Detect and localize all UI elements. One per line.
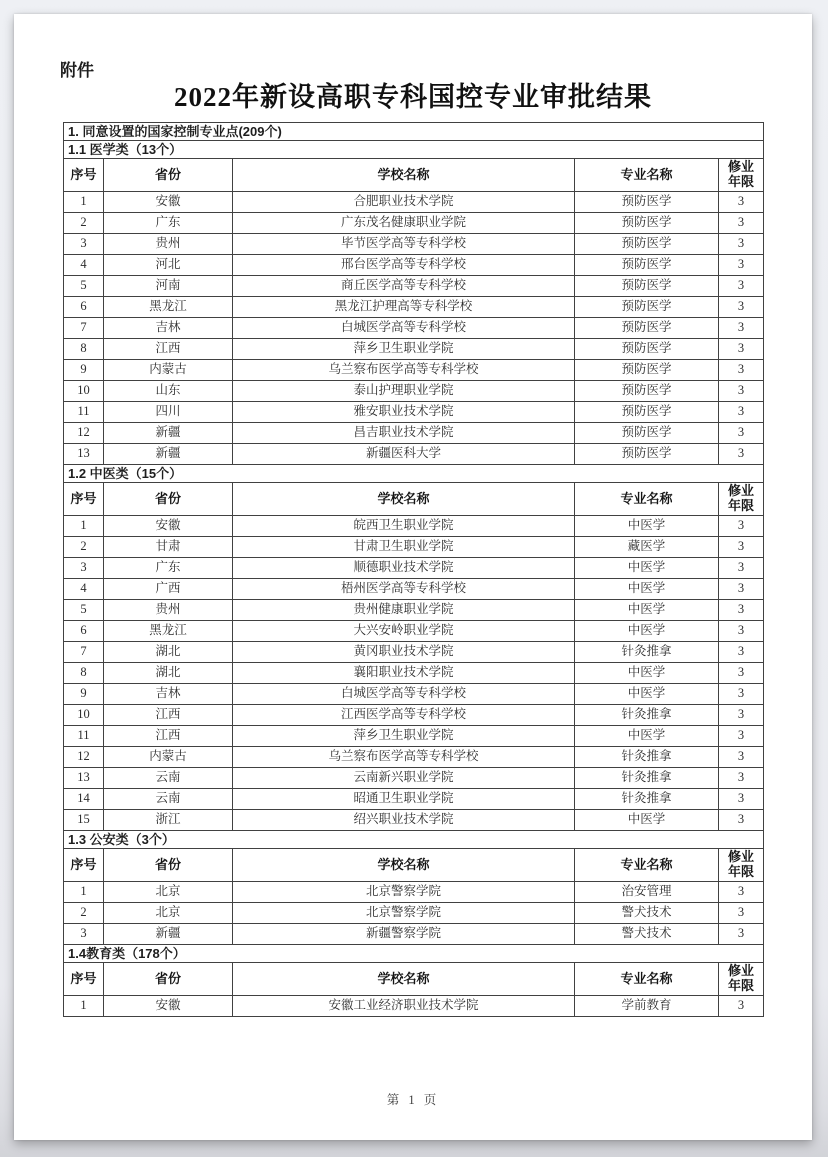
table-cell: 预防医学 (575, 255, 719, 276)
table-cell: 中医学 (575, 810, 719, 831)
table-cell: 安徽 (104, 996, 233, 1017)
table-cell: 商丘医学高等专科学校 (233, 276, 575, 297)
table-cell: 山东 (104, 381, 233, 402)
table-cell: 江西医学高等专科学校 (233, 705, 575, 726)
table-cell: 3 (719, 516, 764, 537)
column-header: 省份 (104, 483, 233, 516)
table-cell: 3 (719, 642, 764, 663)
table-cell: 乌兰察布医学高等专科学校 (233, 360, 575, 381)
column-header: 修业年限 (719, 849, 764, 882)
table-cell: 3 (719, 996, 764, 1017)
table-top-header-row (64, 123, 764, 141)
section-header: 1.1 医学类（13个） (64, 141, 764, 159)
table-cell: 江西 (104, 726, 233, 747)
column-header-row (64, 849, 764, 882)
table-row (64, 558, 764, 579)
table-cell: 贵州 (104, 600, 233, 621)
column-header-row (64, 159, 764, 192)
table-cell: 吉林 (104, 684, 233, 705)
table-row (64, 579, 764, 600)
table-cell: 15 (64, 810, 104, 831)
table-cell: 3 (719, 444, 764, 465)
table-cell: 北京警察学院 (233, 903, 575, 924)
table-cell: 10 (64, 381, 104, 402)
table-cell: 针灸推拿 (575, 642, 719, 663)
table-cell: 3 (719, 276, 764, 297)
table-cell: 中医学 (575, 516, 719, 537)
table-cell: 3 (719, 213, 764, 234)
table-cell: 1 (64, 192, 104, 213)
table-cell: 3 (719, 381, 764, 402)
table-cell: 7 (64, 642, 104, 663)
table-cell: 广西 (104, 579, 233, 600)
table-row (64, 381, 764, 402)
table-row (64, 810, 764, 831)
table-cell: 学前教育 (575, 996, 719, 1017)
table-cell: 2 (64, 213, 104, 234)
table-cell: 云南 (104, 789, 233, 810)
table-cell: 安徽 (104, 192, 233, 213)
table-cell: 预防医学 (575, 360, 719, 381)
table-row (64, 297, 764, 318)
table-cell: 预防医学 (575, 192, 719, 213)
table-cell: 内蒙古 (104, 360, 233, 381)
approval-results-table (63, 122, 764, 1017)
table-row (64, 192, 764, 213)
document-page (14, 14, 812, 1140)
table-cell: 预防医学 (575, 213, 719, 234)
table-cell: 2 (64, 537, 104, 558)
table-cell: 毕节医学高等专科学校 (233, 234, 575, 255)
table-cell: 新疆警察学院 (233, 924, 575, 945)
column-header-row (64, 483, 764, 516)
table-row (64, 516, 764, 537)
table-cell: 3 (719, 663, 764, 684)
table-cell: 9 (64, 684, 104, 705)
table-row (64, 663, 764, 684)
table-cell: 3 (719, 579, 764, 600)
section-header: 1.4教育类（178个） (64, 945, 764, 963)
table-cell: 3 (719, 339, 764, 360)
table-cell: 乌兰察布医学高等专科学校 (233, 747, 575, 768)
table-cell: 广东 (104, 213, 233, 234)
table-cell: 2 (64, 903, 104, 924)
column-header: 修业年限 (719, 483, 764, 516)
table-cell: 1 (64, 996, 104, 1017)
section-header-row (64, 141, 764, 159)
table-cell: 中医学 (575, 600, 719, 621)
table-cell: 3 (719, 297, 764, 318)
table-cell: 安徽 (104, 516, 233, 537)
table-row (64, 537, 764, 558)
table-row (64, 768, 764, 789)
table-row (64, 621, 764, 642)
table-row (64, 726, 764, 747)
table-cell: 预防医学 (575, 381, 719, 402)
table-row (64, 705, 764, 726)
table-row (64, 747, 764, 768)
column-header: 学校名称 (233, 963, 575, 996)
table-cell: 藏医学 (575, 537, 719, 558)
table-cell: 黑龙江 (104, 297, 233, 318)
table-cell: 11 (64, 402, 104, 423)
table-cell: 治安管理 (575, 882, 719, 903)
table-row (64, 255, 764, 276)
table-cell: 12 (64, 747, 104, 768)
table-row (64, 402, 764, 423)
table-cell: 针灸推拿 (575, 747, 719, 768)
table-cell: 8 (64, 339, 104, 360)
table-cell: 3 (719, 705, 764, 726)
table-cell: 广东 (104, 558, 233, 579)
table-cell: 1 (64, 516, 104, 537)
table-cell: 中医学 (575, 621, 719, 642)
table-cell: 白城医学高等专科学校 (233, 684, 575, 705)
table-cell: 3 (719, 423, 764, 444)
table-cell: 新疆 (104, 423, 233, 444)
table-cell: 中医学 (575, 726, 719, 747)
table-cell: 4 (64, 255, 104, 276)
table-cell: 湖北 (104, 642, 233, 663)
table-cell: 绍兴职业技术学院 (233, 810, 575, 831)
column-header: 专业名称 (575, 483, 719, 516)
table-cell: 贵州 (104, 234, 233, 255)
table-cell: 新疆医科大学 (233, 444, 575, 465)
table-cell: 北京 (104, 903, 233, 924)
table-cell: 新疆 (104, 924, 233, 945)
table-cell: 针灸推拿 (575, 789, 719, 810)
table-cell: 3 (719, 684, 764, 705)
table-cell: 3 (719, 558, 764, 579)
table-cell: 针灸推拿 (575, 705, 719, 726)
table-cell: 3 (64, 234, 104, 255)
table-cell: 6 (64, 297, 104, 318)
table-cell: 3 (719, 255, 764, 276)
column-header: 序号 (64, 159, 104, 192)
table-cell: 3 (719, 600, 764, 621)
table-cell: 邢台医学高等专科学校 (233, 255, 575, 276)
table-cell: 3 (64, 558, 104, 579)
table-cell: 贵州健康职业学院 (233, 600, 575, 621)
table-cell: 安徽工业经济职业技术学院 (233, 996, 575, 1017)
column-header: 序号 (64, 849, 104, 882)
column-header: 省份 (104, 849, 233, 882)
table-cell: 预防医学 (575, 318, 719, 339)
table-row (64, 360, 764, 381)
table-cell: 3 (719, 621, 764, 642)
column-header: 专业名称 (575, 849, 719, 882)
table-cell: 预防医学 (575, 444, 719, 465)
table-cell: 襄阳职业技术学院 (233, 663, 575, 684)
table-cell: 6 (64, 621, 104, 642)
table-cell: 8 (64, 663, 104, 684)
table-cell: 9 (64, 360, 104, 381)
table-cell: 针灸推拿 (575, 768, 719, 789)
table-cell: 5 (64, 276, 104, 297)
table-cell: 中医学 (575, 684, 719, 705)
table-cell: 预防医学 (575, 234, 719, 255)
table-cell: 3 (719, 192, 764, 213)
table-cell: 3 (719, 726, 764, 747)
table-cell: 白城医学高等专科学校 (233, 318, 575, 339)
table-cell: 萍乡卫生职业学院 (233, 726, 575, 747)
table-cell: 湖北 (104, 663, 233, 684)
table-row (64, 642, 764, 663)
table-cell: 预防医学 (575, 276, 719, 297)
section-header: 1.2 中医类（15个） (64, 465, 764, 483)
attachment-label: 附件 (60, 61, 94, 80)
table-cell: 浙江 (104, 810, 233, 831)
table-cell: 皖西卫生职业学院 (233, 516, 575, 537)
column-header: 省份 (104, 159, 233, 192)
table-cell: 新疆 (104, 444, 233, 465)
table-cell: 14 (64, 789, 104, 810)
table-cell: 3 (719, 903, 764, 924)
table-cell: 7 (64, 318, 104, 339)
table-cell: 河北 (104, 255, 233, 276)
page-number: 第 1 页 (386, 1093, 440, 1107)
section-header-row (64, 465, 764, 483)
table-row (64, 213, 764, 234)
table-cell: 3 (719, 234, 764, 255)
table-cell: 预防医学 (575, 402, 719, 423)
table-cell: 预防医学 (575, 297, 719, 318)
table-cell: 黑龙江 (104, 621, 233, 642)
table-cell: 北京警察学院 (233, 882, 575, 903)
column-header: 学校名称 (233, 483, 575, 516)
table-cell: 3 (719, 924, 764, 945)
table-row (64, 339, 764, 360)
table-cell: 中医学 (575, 663, 719, 684)
table-row (64, 882, 764, 903)
table-row (64, 423, 764, 444)
table-cell: 中医学 (575, 558, 719, 579)
table-cell: 顺德职业技术学院 (233, 558, 575, 579)
table-row (64, 903, 764, 924)
column-header: 专业名称 (575, 963, 719, 996)
table-cell: 警犬技术 (575, 903, 719, 924)
table-cell: 甘肃卫生职业学院 (233, 537, 575, 558)
table-cell: 雅安职业技术学院 (233, 402, 575, 423)
table-cell: 13 (64, 768, 104, 789)
table-cell: 广东茂名健康职业学院 (233, 213, 575, 234)
table-top-header: 1. 同意设置的国家控制专业点(209个) (64, 123, 764, 141)
column-header: 学校名称 (233, 159, 575, 192)
table-cell: 内蒙古 (104, 747, 233, 768)
table-cell: 3 (64, 924, 104, 945)
column-header: 序号 (64, 963, 104, 996)
table-cell: 10 (64, 705, 104, 726)
table-cell: 云南新兴职业学院 (233, 768, 575, 789)
column-header: 专业名称 (575, 159, 719, 192)
table-row (64, 276, 764, 297)
table-cell: 3 (719, 318, 764, 339)
table-cell: 预防医学 (575, 423, 719, 444)
table-cell: 河南 (104, 276, 233, 297)
column-header: 修业年限 (719, 963, 764, 996)
table-row (64, 600, 764, 621)
table-cell: 四川 (104, 402, 233, 423)
table-cell: 3 (719, 360, 764, 381)
table-cell: 泰山护理职业学院 (233, 381, 575, 402)
table-cell: 萍乡卫生职业学院 (233, 339, 575, 360)
table-row (64, 924, 764, 945)
table-row (64, 996, 764, 1017)
table-cell: 12 (64, 423, 104, 444)
table-row (64, 318, 764, 339)
table-cell: 甘肃 (104, 537, 233, 558)
table-cell: 3 (719, 747, 764, 768)
table-row (64, 684, 764, 705)
table-cell: 3 (719, 789, 764, 810)
table-cell: 4 (64, 579, 104, 600)
table-cell: 黑龙江护理高等专科学校 (233, 297, 575, 318)
table-cell: 黄冈职业技术学院 (233, 642, 575, 663)
page-title: 2022年新设高职专科国控专业审批结果 (174, 82, 652, 112)
table-cell: 3 (719, 768, 764, 789)
table-cell: 3 (719, 402, 764, 423)
table-cell: 北京 (104, 882, 233, 903)
column-header: 修业年限 (719, 159, 764, 192)
table-cell: 3 (719, 810, 764, 831)
section-header-row (64, 831, 764, 849)
column-header: 学校名称 (233, 849, 575, 882)
table-row (64, 789, 764, 810)
table-row (64, 234, 764, 255)
table-cell: 江西 (104, 339, 233, 360)
column-header-row (64, 963, 764, 996)
table-cell: 昌吉职业技术学院 (233, 423, 575, 444)
table-cell: 吉林 (104, 318, 233, 339)
table-cell: 5 (64, 600, 104, 621)
table-cell: 1 (64, 882, 104, 903)
column-header: 序号 (64, 483, 104, 516)
table-cell: 11 (64, 726, 104, 747)
table-cell: 中医学 (575, 579, 719, 600)
table-cell: 3 (719, 882, 764, 903)
table-cell: 梧州医学高等专科学校 (233, 579, 575, 600)
table-cell: 昭通卫生职业学院 (233, 789, 575, 810)
table-cell: 合肥职业技术学院 (233, 192, 575, 213)
table-cell: 13 (64, 444, 104, 465)
table-cell: 江西 (104, 705, 233, 726)
table-row (64, 444, 764, 465)
section-header: 1.3 公安类（3个） (64, 831, 764, 849)
table-cell: 大兴安岭职业学院 (233, 621, 575, 642)
table-cell: 云南 (104, 768, 233, 789)
table-cell: 3 (719, 537, 764, 558)
table-cell: 预防医学 (575, 339, 719, 360)
column-header: 省份 (104, 963, 233, 996)
section-header-row (64, 945, 764, 963)
table-cell: 警犬技术 (575, 924, 719, 945)
